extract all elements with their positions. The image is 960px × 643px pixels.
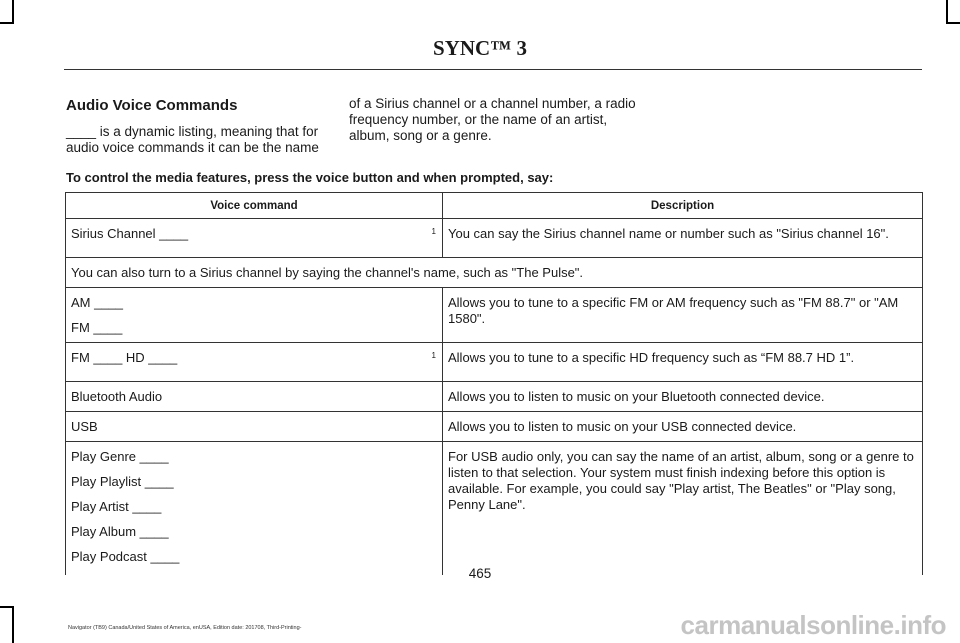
- note-cell: You can also turn to a Sirius channel by saying the channel's name, such as "The Pulse".: [66, 258, 923, 288]
- table-header-row: [66, 193, 923, 219]
- table-row: [66, 442, 923, 576]
- description-cell: For USB audio only, you can say the name of an artist, album, song or a genre to listen to that selection. Your system must finish indexing before this option is available. For example, you could say "Play artist, The Beatles" or "Play song, Penny Lane".: [443, 442, 923, 576]
- crop-mark: [0, 22, 14, 24]
- crop-mark: [0, 606, 14, 608]
- description-cell: You can say the Sirius channel name or number such as "Sirius channel 16".: [443, 219, 923, 258]
- intro-text-left: ____ is a dynamic listing, meaning that for audio voice commands it can be the name: [66, 124, 319, 155]
- page-number: 465: [468, 566, 492, 581]
- command-cell: [66, 288, 443, 343]
- intro-text-right: of a Sirius channel or a channel number, a radio frequency number, or the name of an artist, album, song or a genre.: [349, 96, 636, 143]
- command-text: Play Genre ____: [71, 449, 169, 464]
- command-text: Play Playlist ____: [71, 474, 174, 489]
- command-cell: [66, 442, 443, 576]
- crop-mark: [12, 606, 14, 643]
- table-row: [66, 219, 923, 258]
- section-heading: Audio Voice Commands: [66, 97, 238, 114]
- table-row: [66, 382, 923, 412]
- table-row: [66, 288, 923, 343]
- crop-mark: [12, 0, 14, 24]
- column-header-command: Voice command: [66, 193, 443, 219]
- command-text: Sirius Channel ____: [71, 226, 189, 241]
- command-cell: [66, 343, 443, 382]
- description-cell: Allows you to listen to music on your USB connected device.: [443, 412, 923, 442]
- command-text: Play Album ____: [71, 524, 169, 539]
- command-cell: [66, 412, 443, 442]
- command-cell: [66, 382, 443, 412]
- command-text: Play Podcast ____: [71, 549, 180, 564]
- column-header-description: Description: [443, 193, 923, 219]
- header-divider: [64, 69, 922, 70]
- edition-footer: Navigator (TB9) Canada/United States of America, enUSA, Edition date: 201708, Third-Printing-: [68, 625, 302, 631]
- table-row: [66, 343, 923, 382]
- command-text: Bluetooth Audio: [71, 389, 163, 404]
- table-row: [66, 412, 923, 442]
- table-note-row: [66, 258, 923, 288]
- watermark: carmanualsonline.info: [680, 610, 946, 640]
- command-text: USB: [71, 419, 98, 434]
- crop-mark: [946, 22, 960, 24]
- footnote-marker: 1: [431, 351, 436, 360]
- voice-command-table: [65, 192, 923, 575]
- description-cell: Allows you to tune to a specific FM or AM frequency such as "FM 88.7" or "AM 1580".: [443, 288, 923, 343]
- command-text: FM ____ HD ____: [71, 350, 178, 365]
- footnote-marker: 1: [431, 227, 436, 236]
- instruction-text: To control the media features, press the voice button and when prompted, say:: [66, 170, 554, 185]
- description-cell: Allows you to listen to music on your Bluetooth connected device.: [443, 382, 923, 412]
- command-cell: [66, 219, 443, 258]
- description-cell: Allows you to tune to a specific HD frequency such as “FM 88.7 HD 1”.: [443, 343, 923, 382]
- command-text: Play Artist ____: [71, 499, 162, 514]
- command-text: AM ____: [71, 295, 124, 310]
- page-title: SYNC™ 3: [433, 36, 527, 60]
- crop-mark: [946, 0, 948, 24]
- command-text: FM ____: [71, 320, 123, 335]
